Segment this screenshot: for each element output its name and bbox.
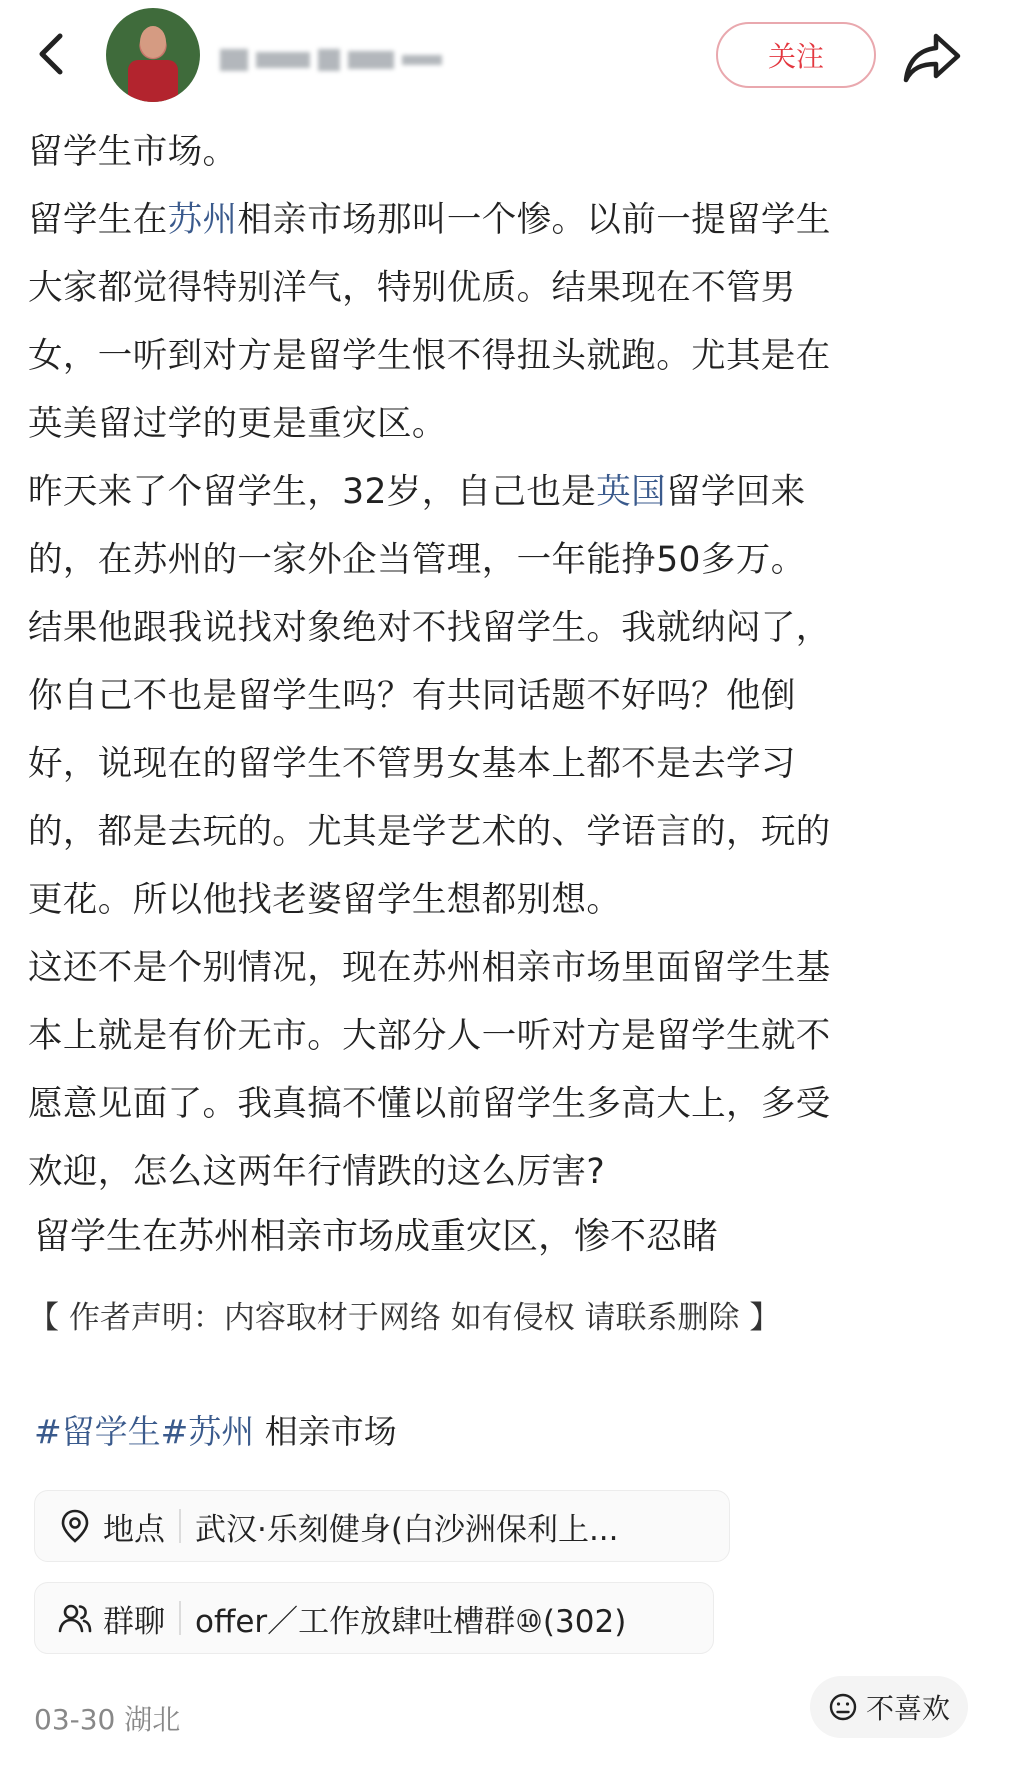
post-headline: 留学生在苏州相亲市场成重灾区，惨不忍睹 xyxy=(34,1216,719,1257)
body-line xyxy=(28,322,988,390)
share-arrow-icon xyxy=(900,28,964,86)
body-text: 欢迎，怎么这两年行情跌的这么厉害? xyxy=(28,1152,606,1192)
body-line xyxy=(28,1138,988,1206)
location-chip[interactable] xyxy=(34,1490,730,1562)
body-line xyxy=(28,526,988,594)
author-statement: 【 作者声明：内容取材于网络 如有侵权 请联系删除 】 xyxy=(28,1300,781,1336)
group-chat-icon xyxy=(57,1600,93,1636)
body-text: 留学回来 xyxy=(666,472,806,512)
share-button[interactable] xyxy=(900,28,964,86)
body-line xyxy=(28,1002,988,1070)
body-text: 英美留过学的更是重灾区。 xyxy=(28,404,447,444)
top-bar xyxy=(0,0,1014,122)
post-meta xyxy=(34,1698,180,1738)
body-text: 的，都是去玩的。尤其是学艺术的、学语言的，玩的 xyxy=(28,812,831,852)
divider xyxy=(179,1601,181,1635)
body-line xyxy=(28,866,988,934)
body-text: 女，一听到对方是留学生恨不得扭头就跑。尤其是在 xyxy=(28,336,831,376)
body-line xyxy=(28,662,988,730)
location-value: 武汉·乐刻健身(白沙洲保利上... xyxy=(195,1511,619,1548)
body-text: 你自己不也是留学生吗？有共同话题不好吗？他倒 xyxy=(28,676,796,716)
frown-face-icon xyxy=(828,1692,858,1722)
location-pin-icon xyxy=(57,1508,93,1544)
body-line xyxy=(28,254,988,322)
dislike-button[interactable] xyxy=(810,1676,968,1738)
avatar[interactable] xyxy=(106,8,200,102)
body-line xyxy=(28,594,988,662)
hashtag-suzhou[interactable]: #苏州 xyxy=(160,1412,255,1451)
body-line xyxy=(28,458,988,526)
group-chat-value: offer／工作放肆吐槽群⑩(302) xyxy=(195,1603,627,1640)
group-chat-chip[interactable] xyxy=(34,1582,714,1654)
body-text: 大家都觉得特别洋气，特别优质。结果现在不管男 xyxy=(28,268,796,308)
post-region: 湖北 xyxy=(124,1703,181,1736)
divider xyxy=(179,1509,181,1543)
body-text: 昨天来了个留学生，32岁，自己也是 xyxy=(28,472,597,512)
body-line xyxy=(28,1070,988,1138)
inline-keyword-link[interactable]: 英国 xyxy=(596,472,667,512)
post-body xyxy=(28,118,988,1206)
body-line xyxy=(28,186,988,254)
body-text: 更花。所以他找老婆留学生想都别想。 xyxy=(28,880,622,920)
body-text: 本上就是有价无市。大部分人一听对方是留学生就不 xyxy=(28,1016,831,1056)
dislike-label: 不喜欢 xyxy=(865,1692,950,1725)
body-text: 这还不是个别情况，现在苏州相亲市场里面留学生基 xyxy=(28,948,831,988)
body-line xyxy=(28,798,988,866)
body-line xyxy=(28,934,988,1002)
body-text: 愿意见面了。我真搞不懂以前留学生多高大上，多受 xyxy=(28,1084,831,1124)
group-chat-label: 群聊 xyxy=(103,1603,165,1640)
back-arrow-icon xyxy=(30,28,78,80)
hashtag-liuxuesheng[interactable]: #留学生 xyxy=(34,1412,161,1451)
body-text: 留学生市场。 xyxy=(28,132,238,172)
body-text: 留学生在 xyxy=(28,200,168,240)
location-label: 地点 xyxy=(103,1511,165,1548)
body-text: 结果他跟我说找对象绝对不找留学生。我就纳闷了， xyxy=(28,608,831,648)
body-text: 好，说现在的留学生不管男女基本上都不是去学习 xyxy=(28,744,796,784)
topic-text: 相亲市场 xyxy=(254,1412,397,1451)
body-text: 相亲市场那叫一个惨。以前一提留学生 xyxy=(237,200,831,240)
inline-keyword-link[interactable]: 苏州 xyxy=(167,200,238,240)
body-line xyxy=(28,118,988,186)
body-line xyxy=(28,390,988,458)
back-button[interactable] xyxy=(30,28,78,80)
body-line xyxy=(28,730,988,798)
body-text: 的，在苏州的一家外企当管理，一年能挣50多万。 xyxy=(28,540,806,580)
follow-button[interactable]: 关注 xyxy=(716,22,876,88)
username-blurred[interactable] xyxy=(220,40,442,80)
hashtags xyxy=(34,1406,397,1453)
post-date: 03-30 xyxy=(34,1703,116,1736)
